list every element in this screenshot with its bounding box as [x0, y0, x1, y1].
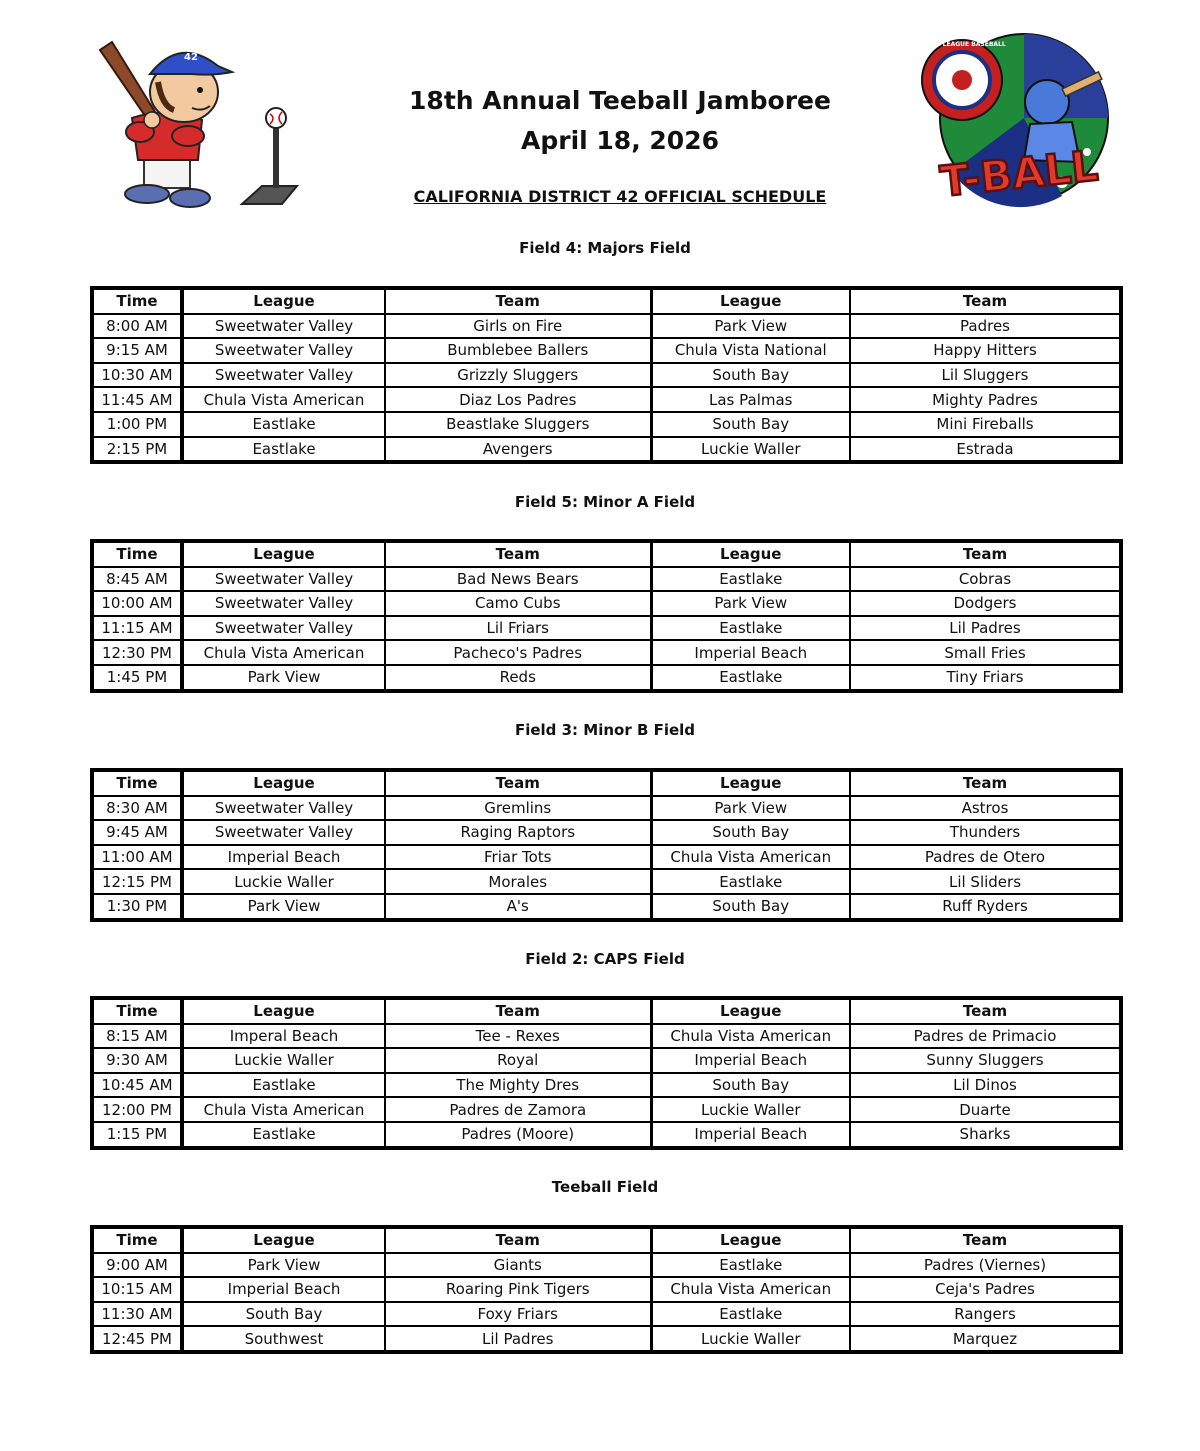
schedule-subtitle: CALIFORNIA DISTRICT 42 OFFICIAL SCHEDULE	[413, 187, 827, 206]
team-cell: Lil Friars	[385, 616, 651, 641]
opponent-team-cell: Happy Hitters	[850, 338, 1121, 363]
time-cell: 12:00 PM	[92, 1097, 182, 1122]
table-row	[92, 894, 1121, 920]
table-row	[92, 1122, 1121, 1148]
opponent-league-cell: Eastlake	[651, 1302, 850, 1327]
table-row	[92, 845, 1121, 870]
time-cell: 11:15 AM	[92, 616, 182, 641]
logo-t-ball-text: T-BALL	[938, 140, 1101, 207]
opponent-league-cell: Eastlake	[651, 616, 850, 641]
opponent-league-cell: Imperial Beach	[651, 640, 850, 665]
team-header: Team	[385, 1227, 651, 1253]
table-row	[92, 363, 1121, 388]
team-cell: Grizzly Sluggers	[385, 363, 651, 388]
team-cell: Giants	[385, 1253, 651, 1278]
event-date: April 18, 2026	[521, 126, 719, 155]
time-cell: 12:30 PM	[92, 640, 182, 665]
league-cell: Park View	[182, 1253, 385, 1278]
schedule-table	[90, 996, 1123, 1150]
league-cell: Imperial Beach	[182, 845, 385, 870]
table-row	[92, 1326, 1121, 1352]
opponent-league-cell: Park View	[651, 591, 850, 616]
opponent-team-cell: Sharks	[850, 1122, 1121, 1148]
team-cell: Raging Raptors	[385, 820, 651, 845]
opponent-team-cell: Cobras	[850, 567, 1121, 592]
team-cell: Bumblebee Ballers	[385, 338, 651, 363]
teeball-batter-logo	[92, 36, 302, 214]
team-header: Team	[385, 998, 651, 1024]
opponent-league-cell: Park View	[651, 314, 850, 339]
league-cell: Imperal Beach	[182, 1024, 385, 1049]
table-row	[92, 437, 1121, 463]
league-cell: Park View	[182, 894, 385, 920]
league-cell: Sweetwater Valley	[182, 338, 385, 363]
schedule-table	[90, 539, 1123, 693]
team-cell: Royal	[385, 1048, 651, 1073]
league-cell: Sweetwater Valley	[182, 591, 385, 616]
time-cell: 2:15 PM	[92, 437, 182, 463]
table-row	[92, 869, 1121, 894]
field-title: Field 5: Minor A Field	[514, 493, 696, 511]
league-cell: Southwest	[182, 1326, 385, 1352]
time-cell: 10:00 AM	[92, 591, 182, 616]
team-cell: Padres de Zamora	[385, 1097, 651, 1122]
time-cell: 10:15 AM	[92, 1277, 182, 1302]
time-cell: 8:00 AM	[92, 314, 182, 339]
league-cell: South Bay	[182, 1302, 385, 1327]
team-cell: Avengers	[385, 437, 651, 463]
field-title: Field 4: Majors Field	[519, 239, 691, 257]
opponent-league-header: League	[651, 998, 850, 1024]
opponent-team-cell: Duarte	[850, 1097, 1121, 1122]
opponent-league-cell: South Bay	[651, 363, 850, 388]
field-title: Teeball Field	[551, 1178, 659, 1196]
team-cell: Camo Cubs	[385, 591, 651, 616]
team-cell: Gremlins	[385, 796, 651, 821]
time-cell: 8:30 AM	[92, 796, 182, 821]
team-cell: The Mighty Dres	[385, 1073, 651, 1098]
table-header-row	[92, 770, 1121, 796]
opponent-team-header: Team	[850, 1227, 1121, 1253]
time-cell: 9:00 AM	[92, 1253, 182, 1278]
opponent-league-cell: Luckie Waller	[651, 1326, 850, 1352]
time-cell: 1:15 PM	[92, 1122, 182, 1148]
table-header-row	[92, 1227, 1121, 1253]
league-cell: Sweetwater Valley	[182, 820, 385, 845]
opponent-team-cell: Rangers	[850, 1302, 1121, 1327]
table-row	[92, 640, 1121, 665]
time-cell: 1:00 PM	[92, 412, 182, 437]
time-cell: 11:00 AM	[92, 845, 182, 870]
team-cell: Beastlake Sluggers	[385, 412, 651, 437]
league-header: League	[182, 288, 385, 314]
opponent-league-cell: Eastlake	[651, 665, 850, 691]
opponent-league-cell: Chula Vista National	[651, 338, 850, 363]
opponent-team-cell: Estrada	[850, 437, 1121, 463]
table-row	[92, 1302, 1121, 1327]
opponent-team-cell: Mighty Padres	[850, 387, 1121, 412]
league-cell: Luckie Waller	[182, 1048, 385, 1073]
team-cell: Padres (Moore)	[385, 1122, 651, 1148]
team-cell: Morales	[385, 869, 651, 894]
league-cell: Eastlake	[182, 1073, 385, 1098]
opponent-team-cell: Sunny Sluggers	[850, 1048, 1121, 1073]
league-cell: Imperial Beach	[182, 1277, 385, 1302]
t-ball-league-logo	[912, 32, 1122, 214]
table-row	[92, 1097, 1121, 1122]
opponent-league-cell: Las Palmas	[651, 387, 850, 412]
league-cell: Sweetwater Valley	[182, 314, 385, 339]
table-row	[92, 1253, 1121, 1278]
opponent-league-cell: Imperial Beach	[651, 1122, 850, 1148]
opponent-team-cell: Small Fries	[850, 640, 1121, 665]
opponent-league-cell: Eastlake	[651, 567, 850, 592]
table-row	[92, 1073, 1121, 1098]
time-cell: 9:45 AM	[92, 820, 182, 845]
schedule-table	[90, 286, 1123, 464]
table-row	[92, 665, 1121, 691]
time-cell: 8:45 AM	[92, 567, 182, 592]
league-header: League	[182, 998, 385, 1024]
time-header: Time	[92, 1227, 182, 1253]
field-title: Field 3: Minor B Field	[514, 721, 696, 739]
opponent-team-cell: Lil Dinos	[850, 1073, 1121, 1098]
league-header: League	[182, 770, 385, 796]
table-row	[92, 338, 1121, 363]
opponent-team-header: Team	[850, 541, 1121, 567]
opponent-league-cell: Chula Vista American	[651, 1024, 850, 1049]
league-cell: Eastlake	[182, 437, 385, 463]
league-cell: Sweetwater Valley	[182, 616, 385, 641]
opponent-league-cell: South Bay	[651, 1073, 850, 1098]
cap-number: 42	[184, 52, 198, 63]
table-header-row	[92, 541, 1121, 567]
opponent-team-header: Team	[850, 998, 1121, 1024]
league-cell: Chula Vista American	[182, 640, 385, 665]
opponent-team-cell: Ruff Ryders	[850, 894, 1121, 920]
time-cell: 11:30 AM	[92, 1302, 182, 1327]
opponent-team-header: Team	[850, 770, 1121, 796]
opponent-team-cell: Lil Padres	[850, 616, 1121, 641]
opponent-team-cell: Ceja's Padres	[850, 1277, 1121, 1302]
opponent-team-cell: Padres de Primacio	[850, 1024, 1121, 1049]
league-cell: Sweetwater Valley	[182, 796, 385, 821]
time-cell: 12:15 PM	[92, 869, 182, 894]
opponent-league-cell: Chula Vista American	[651, 1277, 850, 1302]
table-row	[92, 314, 1121, 339]
time-header: Time	[92, 998, 182, 1024]
opponent-league-cell: South Bay	[651, 820, 850, 845]
team-header: Team	[385, 288, 651, 314]
team-cell: Bad News Bears	[385, 567, 651, 592]
team-cell: Pacheco's Padres	[385, 640, 651, 665]
league-cell: Sweetwater Valley	[182, 567, 385, 592]
time-cell: 1:30 PM	[92, 894, 182, 920]
table-row	[92, 796, 1121, 821]
field-title: Field 2: CAPS Field	[525, 950, 685, 968]
league-cell: Park View	[182, 665, 385, 691]
opponent-team-cell: Thunders	[850, 820, 1121, 845]
team-cell: Foxy Friars	[385, 1302, 651, 1327]
opponent-league-cell: Luckie Waller	[651, 437, 850, 463]
opponent-team-cell: Lil Sliders	[850, 869, 1121, 894]
league-cell: Chula Vista American	[182, 387, 385, 412]
schedule-table	[90, 768, 1123, 922]
opponent-team-cell: Padres (Viernes)	[850, 1253, 1121, 1278]
team-header: Team	[385, 541, 651, 567]
opponent-team-cell: Dodgers	[850, 591, 1121, 616]
team-cell: Friar Tots	[385, 845, 651, 870]
opponent-team-cell: Tiny Friars	[850, 665, 1121, 691]
table-row	[92, 1277, 1121, 1302]
time-cell: 12:45 PM	[92, 1326, 182, 1352]
table-row	[92, 412, 1121, 437]
opponent-team-cell: Marquez	[850, 1326, 1121, 1352]
opponent-league-header: League	[651, 288, 850, 314]
league-cell: Sweetwater Valley	[182, 363, 385, 388]
team-cell: Lil Padres	[385, 1326, 651, 1352]
opponent-league-header: League	[651, 770, 850, 796]
opponent-team-cell: Astros	[850, 796, 1121, 821]
league-cell: Chula Vista American	[182, 1097, 385, 1122]
time-cell: 9:30 AM	[92, 1048, 182, 1073]
team-header: Team	[385, 770, 651, 796]
logo-badge-text: LITTLE LEAGUE BASEBALL	[918, 41, 1006, 48]
opponent-league-header: League	[651, 1227, 850, 1253]
time-header: Time	[92, 288, 182, 314]
time-cell: 1:45 PM	[92, 665, 182, 691]
opponent-team-cell: Padres	[850, 314, 1121, 339]
team-cell: A's	[385, 894, 651, 920]
table-row	[92, 387, 1121, 412]
league-cell: Luckie Waller	[182, 869, 385, 894]
opponent-league-cell: Chula Vista American	[651, 845, 850, 870]
opponent-league-cell: South Bay	[651, 412, 850, 437]
time-cell: 10:45 AM	[92, 1073, 182, 1098]
league-cell: Eastlake	[182, 412, 385, 437]
table-row	[92, 1024, 1121, 1049]
table-row	[92, 616, 1121, 641]
opponent-league-cell: Eastlake	[651, 1253, 850, 1278]
league-header: League	[182, 541, 385, 567]
table-row	[92, 567, 1121, 592]
table-row	[92, 591, 1121, 616]
team-cell: Roaring Pink Tigers	[385, 1277, 651, 1302]
opponent-team-cell: Padres de Otero	[850, 845, 1121, 870]
opponent-league-cell: Luckie Waller	[651, 1097, 850, 1122]
league-header: League	[182, 1227, 385, 1253]
opponent-league-cell: South Bay	[651, 894, 850, 920]
time-header: Time	[92, 541, 182, 567]
time-cell: 9:15 AM	[92, 338, 182, 363]
opponent-team-cell: Mini Fireballs	[850, 412, 1121, 437]
event-title: 18th Annual Teeball Jamboree	[409, 86, 831, 115]
table-header-row	[92, 998, 1121, 1024]
opponent-league-cell: Park View	[651, 796, 850, 821]
team-cell: Reds	[385, 665, 651, 691]
opponent-team-cell: Lil Sluggers	[850, 363, 1121, 388]
time-header: Time	[92, 770, 182, 796]
table-row	[92, 1048, 1121, 1073]
opponent-league-cell: Imperial Beach	[651, 1048, 850, 1073]
schedule-table	[90, 1225, 1123, 1354]
team-cell: Tee - Rexes	[385, 1024, 651, 1049]
time-cell: 8:15 AM	[92, 1024, 182, 1049]
table-header-row	[92, 288, 1121, 314]
time-cell: 11:45 AM	[92, 387, 182, 412]
opponent-team-header: Team	[850, 288, 1121, 314]
league-cell: Eastlake	[182, 1122, 385, 1148]
time-cell: 10:30 AM	[92, 363, 182, 388]
opponent-league-cell: Eastlake	[651, 869, 850, 894]
team-cell: Girls on Fire	[385, 314, 651, 339]
table-row	[92, 820, 1121, 845]
team-cell: Diaz Los Padres	[385, 387, 651, 412]
opponent-league-header: League	[651, 541, 850, 567]
